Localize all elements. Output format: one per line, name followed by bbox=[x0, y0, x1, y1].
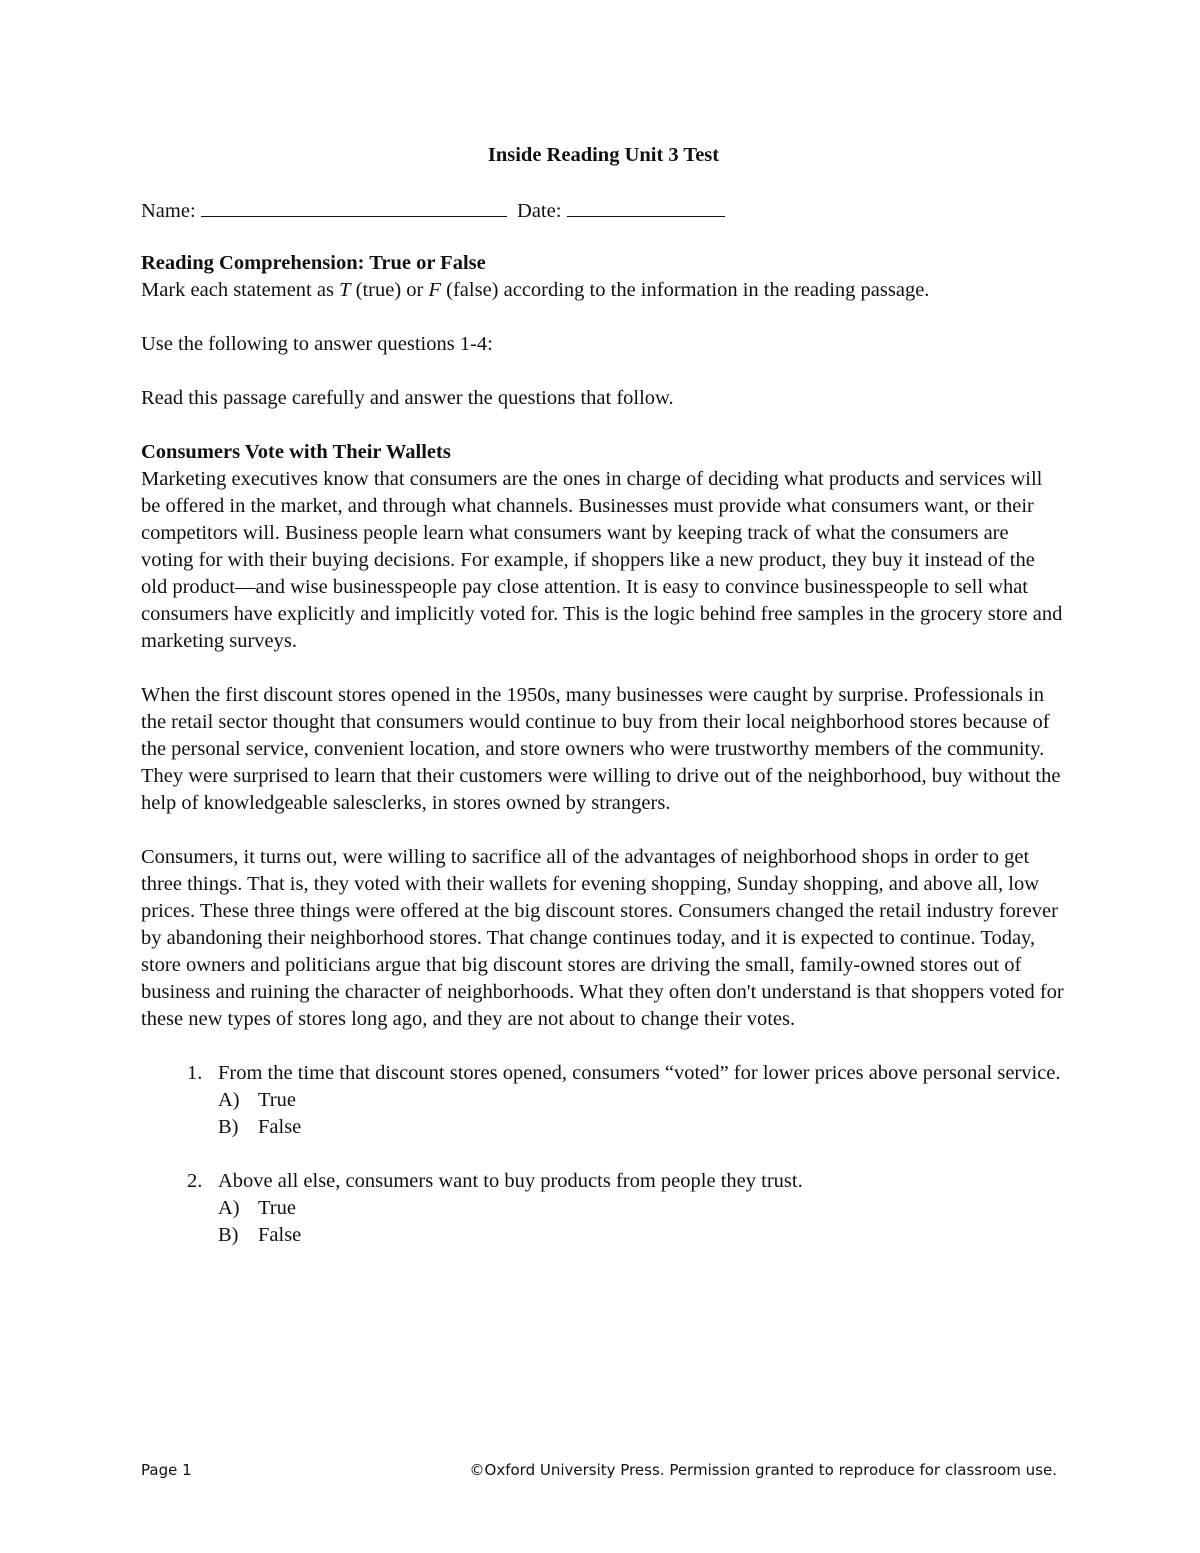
instructions-text-2: (true) or bbox=[350, 279, 429, 301]
passage-paragraph: Marketing executives know that consumers are the ones in charge of deciding what products and services will be offered in the market, and through what channels. Businesses must provide what consumers want, or their competitors will. Business people learn what consumers want by keeping track of what the consumers are voting for with their buying decisions. For example, if shoppers like a new product, they buy it instead of the old product—and wise businesspeople pay close attention. It is easy to convince businesspeople to sell what consumers have explicitly and implicitly voted for. This is the logic behind free samples in the grocery store and marketing surveys. bbox=[141, 468, 1063, 652]
passage-paragraph: When the first discount stores opened in the 1950s, many businesses were caught by surprise. Professionals in the retail sector thought that consumers would continue to buy from their local neighborhood stores because of the personal service, convenient location, and store owners who were trustworthy members of the community. They were surprised to learn that their customers were willing to drive out of the neighborhood, buy without the help of knowledgeable salesclerks, in stores owned by strangers. bbox=[141, 684, 1061, 814]
spacer bbox=[141, 655, 1066, 682]
question-text: From the time that discount stores opened, consumers “voted” for lower prices above personal service. bbox=[218, 1062, 1061, 1084]
passage-title: Consumers Vote with Their Wallets bbox=[141, 441, 451, 463]
page-number: Page 1 bbox=[141, 1461, 192, 1479]
question-item bbox=[187, 1060, 1066, 1141]
spacer bbox=[141, 304, 1066, 331]
option-label: False bbox=[258, 1116, 302, 1138]
question-item bbox=[187, 1168, 1066, 1249]
option-letter: B) bbox=[218, 1116, 239, 1138]
spacer bbox=[141, 412, 1066, 439]
option-letter: A) bbox=[218, 1089, 240, 1111]
page-content bbox=[141, 142, 1066, 1249]
spacer bbox=[141, 817, 1066, 844]
instructions-true-letter: T bbox=[339, 279, 351, 301]
answer-option[interactable] bbox=[218, 1087, 1066, 1114]
read-passage-text: Read this passage carefully and answer the questions that follow. bbox=[141, 387, 674, 409]
name-date-line bbox=[141, 196, 1066, 223]
question-number: 1. bbox=[187, 1062, 203, 1084]
option-label: True bbox=[258, 1197, 296, 1219]
copyright-notice: ©Oxford University Press. Permission granted to reproduce for classroom use. bbox=[469, 1461, 1057, 1479]
passage-paragraph: Consumers, it turns out, were willing to sacrifice all of the advantages of neighborhood shops in order to get three things. That is, they voted with their wallets for evening shopping, Sunday shopping, and above all, low prices. These three things were offered at the big discount stores. Consumers changed the retail industry forever by abandoning their neighborhood stores. That change continues today, and it is expected to continue. Today, store owners and politicians argue that big discount stores are driving the small, family-owned stores out of business and ruining the character of neighborhoods. What they often don't understand is that shoppers voted for these new types of stores long ago, and they are not about to change their votes. bbox=[141, 846, 1064, 1030]
document-title: Inside Reading Unit 3 Test bbox=[487, 144, 720, 166]
answer-option[interactable] bbox=[218, 1114, 1066, 1141]
answer-option[interactable] bbox=[218, 1222, 1066, 1249]
instructions bbox=[141, 277, 1066, 304]
section-heading: Reading Comprehension: True or False bbox=[141, 252, 486, 274]
instructions-text-1: Mark each statement as bbox=[141, 279, 340, 301]
option-label: True bbox=[258, 1089, 296, 1111]
name-blank[interactable] bbox=[201, 196, 507, 217]
question-list bbox=[187, 1060, 1066, 1249]
question-text: Above all else, consumers want to buy products from people they trust. bbox=[218, 1170, 803, 1192]
name-label: Name: bbox=[141, 200, 196, 222]
date-blank[interactable] bbox=[567, 196, 725, 217]
option-letter: A) bbox=[218, 1197, 240, 1219]
option-label: False bbox=[258, 1224, 302, 1246]
spacer bbox=[141, 358, 1066, 385]
answer-option[interactable] bbox=[218, 1195, 1066, 1222]
question-number: 2. bbox=[187, 1170, 203, 1192]
spacer bbox=[187, 1141, 1066, 1168]
instructions-false-letter: F bbox=[428, 279, 442, 301]
date-label: Date: bbox=[517, 200, 562, 222]
use-following-text: Use the following to answer questions 1-4: bbox=[141, 333, 493, 355]
instructions-text-3: (false) according to the information in the reading passage. bbox=[441, 279, 930, 301]
option-letter: B) bbox=[218, 1224, 239, 1246]
